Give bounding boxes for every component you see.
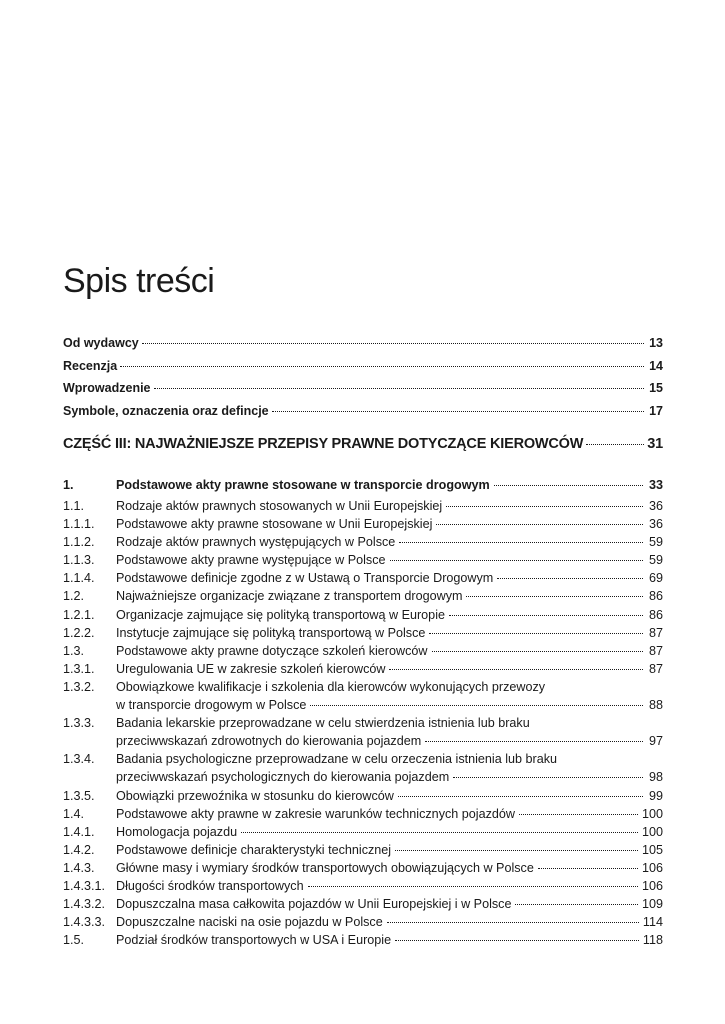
toc-entry[interactable] [63,877,663,895]
entry-line [116,787,663,805]
toc-entry[interactable] [63,587,663,605]
entry-line [116,714,663,732]
toc-entry[interactable] [63,476,663,497]
entry-page: 88 [648,698,663,713]
entry-line [116,624,663,642]
entry-number: 1.1.4. [63,571,95,586]
dot-leader [142,343,644,344]
entry-title: Uregulowania UE w zakresie szkoleń kierowców [116,661,386,676]
entry-page: 36 [648,517,663,532]
entry-body [116,497,663,515]
entry-title: Organizacje zajmujące się polityką transportową w Europie [116,607,445,622]
entry-number: 1.4.3.1. [63,878,106,893]
entry-title: Podstawowe akty prawne występujące w Polsce [116,553,386,568]
entry-body [116,823,663,841]
entry-line [116,823,663,841]
entry-page: 106 [641,860,663,875]
toc-entry[interactable] [63,931,663,949]
entry-line [116,859,663,877]
entry-page: 118 [642,933,663,948]
entry-title: Podział środków transportowych w USA i Europie [116,933,392,948]
entry-page: 98 [648,770,663,785]
entry-body [116,606,663,624]
dot-leader [515,904,638,905]
entry-page: 87 [648,643,663,658]
entry-number: 1.2.1. [63,607,95,622]
dot-leader [272,411,644,412]
entry-body [116,678,663,714]
entry-line [116,805,663,823]
dot-leader [425,741,643,742]
toc-entry[interactable] [63,515,663,533]
dot-leader [432,651,644,652]
dot-leader [436,524,643,525]
entry-line [116,877,663,895]
toc-entry[interactable] [63,551,663,569]
toc-entry[interactable] [63,805,663,823]
entry-body [116,660,663,678]
entry-body [116,569,663,587]
entry-number: 1.4.3.3. [63,915,106,930]
entry-body [116,624,663,642]
entry-line [116,678,663,696]
entry-page: 114 [642,915,663,930]
dot-leader [120,366,644,367]
entry-line [116,497,663,515]
entry-page: 97 [648,734,663,749]
entry-title: Długości środków transportowych [116,878,304,893]
entry-body [116,931,663,949]
entry-title: Obowiązkowe kwalifikacje i szkolenia dla kierowców wykonujących przewozy [116,679,546,694]
toc-entry[interactable] [63,913,663,931]
entry-label: Wprowadzenie [63,381,151,396]
entry-body [116,841,663,859]
entry-page: 59 [648,535,663,550]
entry-number: 1.3.3. [63,716,95,731]
entry-page: 14 [649,358,663,373]
entry-title: Rodzaje aktów prawnych stosowanych w Unii Europejskiej [116,499,443,513]
toc-entry[interactable] [63,606,663,624]
dot-leader [241,832,638,833]
entry-number: 1.2. [63,589,85,604]
dot-leader [586,444,644,445]
entry-number: 1.4.2. [63,842,95,857]
dot-leader [389,669,643,670]
entry-line [116,750,663,768]
toc-entry[interactable] [63,714,663,750]
entry-page: 15 [649,381,663,396]
entry-number: 1.3.2. [63,679,95,694]
dot-leader [398,796,643,797]
entry-line [116,642,663,660]
entry-page: 99 [648,788,663,803]
entry-line [116,768,663,786]
entry-line [116,515,663,533]
entry-line [116,569,663,587]
toc-entry[interactable] [63,569,663,587]
entry-page: 87 [648,625,663,640]
dot-leader [308,886,638,887]
entry-page: 109 [641,897,663,912]
toc-entry[interactable] [63,642,663,660]
entry-title: Rodzaje aktów prawnych występujących w Polsce [116,535,396,550]
entry-line [116,841,663,859]
dot-leader [497,578,643,579]
entry-title: Najważniejsze organizacje związane z transportem drogowym [116,589,463,604]
entry-body [116,895,663,913]
toc-entry[interactable] [63,332,663,355]
dot-leader [466,596,643,597]
page-title: Spis treści [63,262,215,300]
entry-title: Dopuszczalna masa całkowita pojazdów w Unii Europejskiej i w Polsce [116,897,512,912]
toc-entry[interactable] [63,497,663,515]
entry-line [116,587,663,605]
entry-number: 1.1.2. [63,535,95,550]
entry-label: Symbole, oznaczenia oraz defincje [63,404,269,419]
entry-number: 1. [63,478,74,492]
entry-body [116,533,663,551]
entry-number: 1.4. [63,806,85,821]
entry-title: Dopuszczalne naciski na osie pojazdu w Polsce [116,915,383,930]
entry-line [116,606,663,624]
entry-line [116,476,663,494]
entry-page: 86 [648,607,663,622]
dot-leader [395,850,638,851]
entry-number: 1.2.2. [63,625,95,640]
dot-leader [399,542,643,543]
toc-entry[interactable] [63,895,663,913]
entry-title: Homologacja pojazdu [116,824,238,839]
entry-title: Badania lekarskie przeprowadzane w celu stwierdzenia istnienia lub braku [116,716,530,731]
toc-entry[interactable] [63,355,663,378]
dot-leader [446,506,643,507]
entry-label: Recenzja [63,358,118,373]
entry-page: 13 [649,336,663,350]
entry-body [116,642,663,660]
dot-leader [429,633,643,634]
entry-page: 69 [648,571,663,586]
part-page: 31 [647,436,663,452]
entry-line [116,913,663,931]
entry-line [116,696,663,714]
toc-entry[interactable] [63,859,663,877]
entry-line [116,533,663,551]
entry-body [116,515,663,533]
dot-leader [494,485,643,486]
entry-body [116,877,663,895]
toc-entry[interactable] [63,660,663,678]
entry-title: Główne masy i wymiary środków transportowych obowiązujących w Polsce [116,860,534,875]
entry-body [116,805,663,823]
entry-number: 1.4.1. [63,824,95,839]
dot-leader [390,560,644,561]
entry-page: 100 [641,806,663,821]
entry-number: 1.1.3. [63,553,95,568]
entry-line [116,660,663,678]
entry-body [116,476,663,494]
entry-body [116,714,663,750]
entry-body [116,913,663,931]
entry-number: 1.4.3. [63,860,95,875]
toc-entry[interactable] [63,400,663,423]
entry-page: 106 [641,878,663,893]
entry-number: 1.3.4. [63,752,95,767]
entry-page: 105 [641,842,663,857]
entry-title: Obowiązki przewoźnika w stosunku do kierowców [116,788,394,803]
entry-number: 1.3. [63,643,85,658]
toc-entry[interactable] [63,678,663,714]
entry-body [116,787,663,805]
toc-entry[interactable] [63,841,663,859]
entry-title: Instytucje zajmujące się polityką transportową w Polsce [116,625,426,640]
dot-leader [449,615,643,616]
dot-leader [519,814,638,815]
entry-line [116,732,663,750]
entry-title: Podstawowe akty prawne stosowane w Unii Europejskiej [116,517,433,532]
entry-title: Podstawowe akty prawne w zakresie warunków technicznych pojazdów [116,806,515,821]
toc-entry[interactable] [63,624,663,642]
entry-line [116,895,663,913]
entry-number: 1.4.3.2. [63,897,106,912]
entry-title: Podstawowe akty prawne dotyczące szkoleń kierowców [116,643,428,658]
entry-title: Podstawowe akty prawne stosowane w transporcie drogowym [116,478,490,492]
entry-title: Badania psychologiczne przeprowadzane w celu orzeczenia istnienia lub braku [116,752,558,767]
part-label: CZĘŚĆ III: NAJWAŻNIEJSZE PRZEPISY PRAWNE DOTYCZĄCE KIEROWCÓW [63,436,584,452]
entry-number: 1.5. [63,933,85,948]
entry-page: 59 [648,553,663,568]
dot-leader [453,777,643,778]
entry-title: Podstawowe definicje zgodne z w Ustawą o Transporcie Drogowym [116,571,494,586]
entry-number: 1.1.1. [63,517,95,532]
entry-page: 100 [641,824,663,839]
entry-body [116,551,663,569]
entry-title: przeciwwskazań zdrowotnych do kierowania pojazdem [116,734,422,749]
toc-entry[interactable] [63,377,663,400]
entry-page: 87 [648,661,663,676]
toc-entry[interactable] [63,533,663,551]
front-matter-list [63,332,663,423]
entry-title: Podstawowe definicje charakterystyki technicznej [116,842,392,857]
entry-number: 1.3.5. [63,788,95,803]
entry-title: przeciwwskazań psychologicznych do kierowania pojazdem [116,770,450,785]
entry-body [116,587,663,605]
table-of-contents [63,476,663,949]
toc-entry[interactable] [63,787,663,805]
entry-number: 1.1. [63,499,85,513]
entry-label: Od wydawcy [63,336,139,350]
dot-leader [154,388,644,389]
entry-line [116,931,663,949]
toc-entry[interactable] [63,750,663,786]
entry-number: 1.3.1. [63,661,95,676]
entry-page: 36 [648,499,663,513]
entry-body [116,750,663,786]
dot-leader [310,705,643,706]
part-heading[interactable] [63,433,663,455]
entry-page: 17 [649,404,663,419]
entry-title: w transporcie drogowym w Polsce [116,698,307,713]
entry-body [116,859,663,877]
entry-page: 86 [648,589,663,604]
entry-line [116,551,663,569]
toc-entry[interactable] [63,823,663,841]
dot-leader [387,922,639,923]
dot-leader [538,868,638,869]
dot-leader [395,940,639,941]
entry-page: 33 [648,478,663,492]
